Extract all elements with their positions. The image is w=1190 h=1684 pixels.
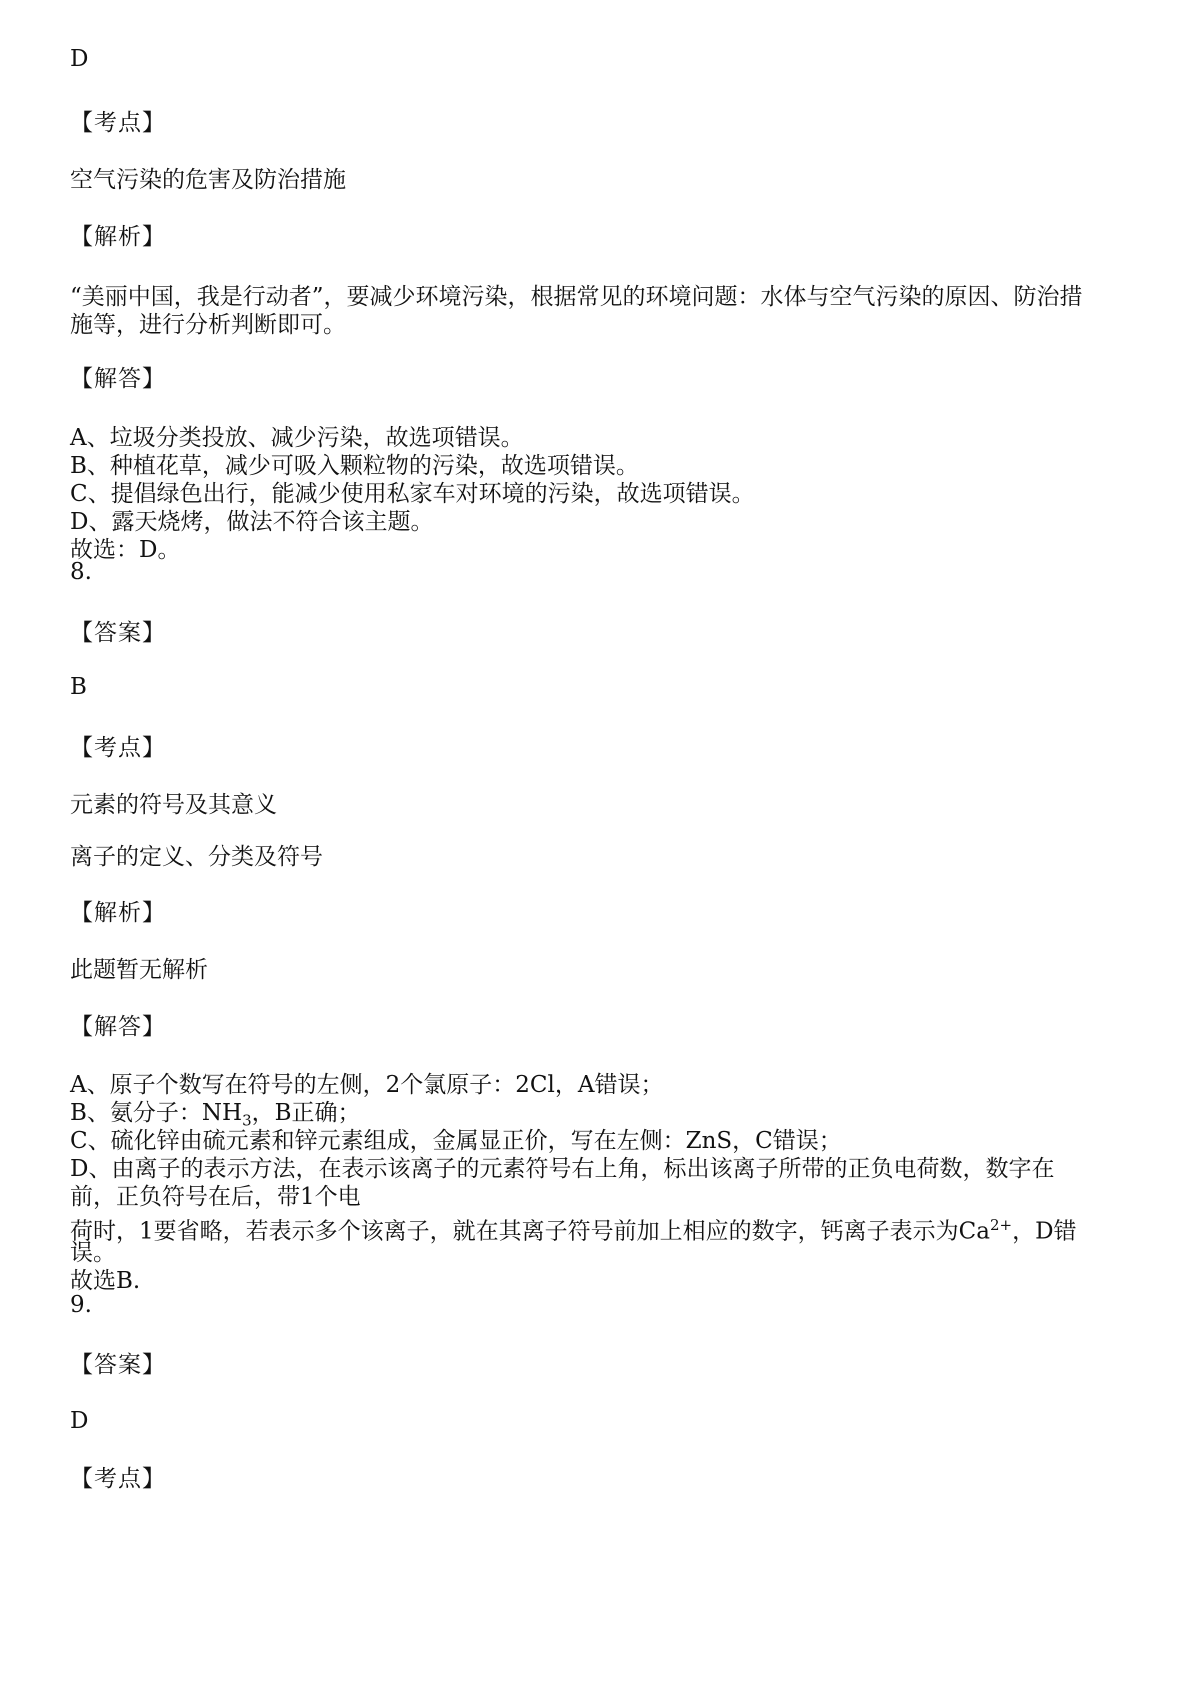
q9-number: 9. — [70, 1292, 92, 1318]
q8-number: 8. — [70, 559, 92, 585]
q8-jieda-d-line-3 — [70, 1210, 1077, 1247]
q7-jieda-a: A、垃圾分类投放、减少污染，故选项错误。 — [70, 425, 524, 451]
q7-jiexi-heading: 【解析】 — [70, 224, 166, 250]
q8-jieda-d-line-3-superscript: 2+ — [989, 1216, 1013, 1234]
q8-answer-value: B — [70, 674, 87, 700]
q7-jieda-heading: 【解答】 — [70, 366, 166, 392]
q7-jieda-b: B、种植花草，减少可吸入颗粒物的污染，故选项错误。 — [70, 453, 639, 479]
q8-kaodian-2: 离子的定义、分类及符号 — [70, 844, 323, 870]
q7-jieda-d: D、露天烧烤，做法不符合该主题。 — [70, 509, 434, 535]
q7-jiexi-line-1: “美丽中国，我是行动者”，要减少环境污染，根据常见的环境问题：水体与空气污染的原因、防治措 — [70, 284, 1083, 310]
q8-jieda-d-line-4: 误。 — [70, 1240, 116, 1266]
q8-jieda-d-line-3-suffix: ，D错 — [1012, 1218, 1077, 1245]
q8-kaodian-heading: 【考点】 — [70, 735, 166, 761]
q8-jieda-d-line-3-prefix: 荷时，1要省略，若表示多个该离子，就在其离子符号前加上相应的数字，钙离子表示为Ca — [70, 1218, 990, 1245]
q7-answer-value: D — [70, 46, 89, 72]
q8-jiexi-text: 此题暂无解析 — [70, 957, 208, 983]
q8-conclusion: 故选B. — [70, 1268, 141, 1294]
q7-conclusion: 故选：D。 — [70, 537, 181, 563]
q8-jieda-b-suffix: ，B正确； — [251, 1100, 361, 1126]
q8-jiexi-heading: 【解析】 — [70, 900, 166, 926]
q8-jieda-d-line-1: D、由离子的表示方法，在表示该离子的元素符号右上角，标出该离子所带的正负电荷数，数字在 — [70, 1156, 1055, 1182]
q8-jieda-d-line-2: 前，正负符号在后，带1个电 — [70, 1184, 361, 1210]
q7-jiexi-line-2: 施等，进行分析判断即可。 — [70, 312, 346, 338]
q8-jieda-b-prefix: B、氨分子：NH — [70, 1100, 243, 1126]
q7-kaodian-text: 空气污染的危害及防治措施 — [70, 167, 346, 193]
q7-jieda-c: C、提倡绿色出行，能减少使用私家车对环境的污染，故选项错误。 — [70, 481, 755, 507]
q9-answer-value: D — [70, 1408, 89, 1434]
q8-answer-heading: 【答案】 — [70, 620, 166, 646]
q8-jieda-heading: 【解答】 — [70, 1014, 166, 1040]
q9-answer-heading: 【答案】 — [70, 1352, 166, 1378]
q8-jieda-a: A、原子个数写在符号的左侧，2个氯原子：2Cl，A错误； — [70, 1072, 664, 1098]
q8-jieda-c: C、硫化锌由硫元素和锌元素组成，金属显正价，写在左侧：ZnS，C错误； — [70, 1128, 842, 1154]
q7-kaodian-heading: 【考点】 — [70, 110, 166, 136]
q8-kaodian-1: 元素的符号及其意义 — [70, 792, 277, 818]
q8-jieda-b-subscript: 3 — [242, 1111, 252, 1130]
q9-kaodian-heading: 【考点】 — [70, 1466, 166, 1492]
